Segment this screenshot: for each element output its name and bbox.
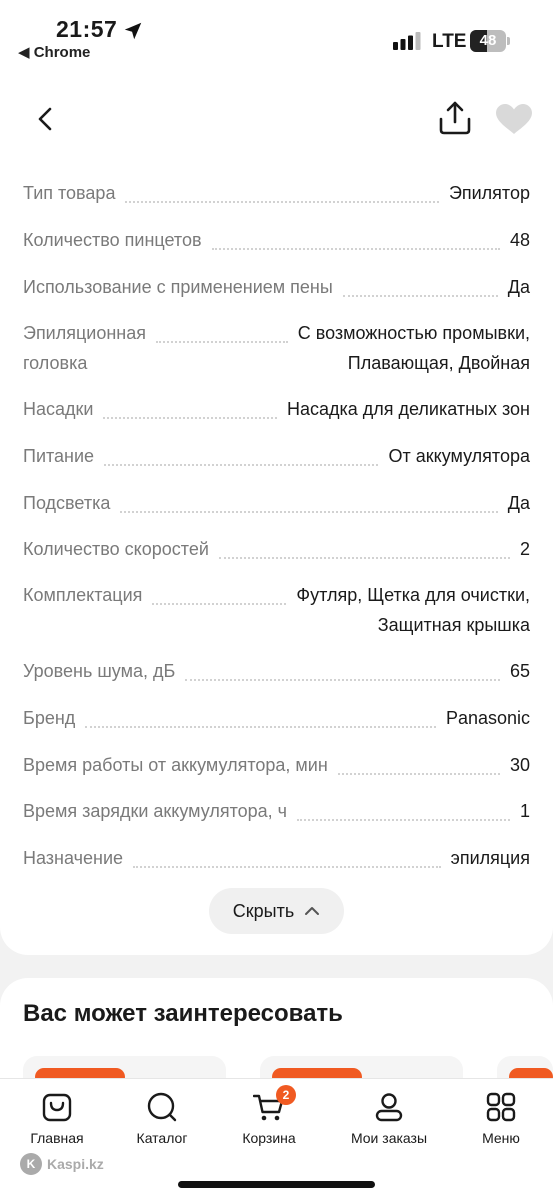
cellular-signal-icon (393, 32, 421, 50)
spec-row (23, 488, 530, 518)
status-bar (0, 0, 553, 70)
spec-row (23, 750, 530, 780)
kaspi-logo-icon: K (20, 1153, 42, 1175)
grid-icon (485, 1091, 517, 1123)
spec-label: Количество скоростей (23, 539, 209, 559)
spec-label: Время зарядки аккумулятора, ч (23, 801, 288, 821)
spec-leader-dots (343, 279, 498, 297)
hide-specs-label: Скрыть (232, 900, 295, 921)
spec-value: 65 (509, 661, 530, 681)
spec-value: Да (507, 277, 530, 297)
spec-leader-dots (85, 710, 436, 728)
spec-leader-dots (120, 495, 497, 513)
spec-value: эпиляция (450, 848, 530, 868)
status-time: 21:57 (56, 16, 118, 42)
spec-label: Подсветка (23, 493, 111, 513)
spec-value: 48 (509, 230, 530, 250)
spec-leader-dots (156, 325, 288, 343)
location-arrow-icon (122, 20, 144, 42)
spec-value: Да (507, 493, 530, 513)
spec-row (23, 272, 530, 302)
spec-label: Комплектация (23, 585, 143, 605)
cart-count-badge: 2 (276, 1085, 296, 1105)
spec-row (23, 318, 530, 378)
spec-leader-dots (338, 757, 500, 775)
spec-value: Эпилятор (448, 183, 530, 203)
spec-label: Количество пинцетов (23, 230, 202, 250)
spec-leader-dots (125, 185, 438, 203)
spec-leader-dots (185, 663, 500, 681)
kaspi-brand (20, 1153, 104, 1175)
spec-leader-dots (103, 401, 277, 419)
back-to-app-link[interactable]: ◀ Chrome (18, 44, 91, 61)
network-type: LTE (432, 31, 467, 52)
tab-orders[interactable] (334, 1091, 444, 1146)
tab-menu-label: Меню (482, 1130, 520, 1146)
tab-home-label: Главная (30, 1130, 84, 1146)
spec-value: От аккумулятора (388, 446, 530, 466)
spec-row (23, 441, 530, 471)
chevron-left-icon[interactable] (30, 104, 60, 134)
spec-value: 1 (519, 801, 530, 821)
spec-row (23, 225, 530, 255)
hide-specs-button[interactable] (209, 888, 344, 934)
battery-percent: 48 (479, 32, 497, 49)
spec-row (23, 703, 530, 733)
spec-value: 2 (519, 539, 530, 559)
spec-label: Насадки (23, 399, 94, 419)
spec-label: Назначение (23, 848, 124, 868)
spec-label: Уровень шума, дБ (23, 661, 176, 681)
spec-leader-dots (297, 803, 510, 821)
spec-value: Футляр, Щетка для очистки, Защитная крышка (296, 585, 530, 635)
spec-value: Насадка для деликатных зон (286, 399, 530, 419)
spec-label: Использование с применением пены (23, 277, 333, 297)
tab-cart[interactable] (214, 1088, 324, 1146)
spec-value: Panasonic (445, 708, 530, 728)
spec-leader-dots (219, 541, 510, 559)
spec-value: 30 (509, 755, 530, 775)
chevron-up-icon (304, 906, 320, 916)
spec-row (23, 580, 530, 640)
spec-label: Эпиляционная головка (23, 323, 147, 373)
spec-leader-dots (152, 587, 286, 605)
spec-label: Бренд (23, 708, 76, 728)
spec-row (23, 178, 530, 208)
tab-catalog[interactable] (107, 1091, 217, 1146)
spec-row (23, 843, 530, 873)
search-icon (146, 1091, 178, 1123)
tab-orders-label: Мои заказы (350, 1130, 428, 1146)
home-indicator[interactable] (178, 1181, 375, 1188)
heart-icon[interactable] (495, 103, 533, 135)
spec-row (23, 534, 530, 564)
spec-leader-dots (212, 232, 500, 250)
spec-row (23, 394, 530, 424)
bag-icon (41, 1091, 73, 1123)
tab-menu[interactable] (446, 1091, 553, 1146)
user-icon (373, 1091, 405, 1123)
spec-row (23, 796, 530, 826)
spec-leader-dots (133, 850, 441, 868)
spec-label: Питание (23, 446, 95, 466)
tab-catalog-label: Каталог (136, 1130, 188, 1146)
tab-home[interactable] (2, 1091, 112, 1146)
spec-label: Время работы от аккумулятора, мин (23, 755, 328, 775)
spec-label: Тип товара (23, 183, 116, 203)
spec-value: С возможностью промывки, Плавающая, Двойная (297, 323, 530, 373)
kaspi-brand-label: Kaspi.kz (47, 1156, 104, 1172)
spec-row (23, 656, 530, 686)
share-icon[interactable] (438, 100, 472, 136)
spec-leader-dots (104, 448, 378, 466)
battery-icon (470, 30, 508, 52)
specs-card (0, 70, 553, 955)
tab-cart-label: Корзина (242, 1130, 296, 1146)
recommendations-title: Вас может заинтересовать (23, 1000, 343, 1027)
